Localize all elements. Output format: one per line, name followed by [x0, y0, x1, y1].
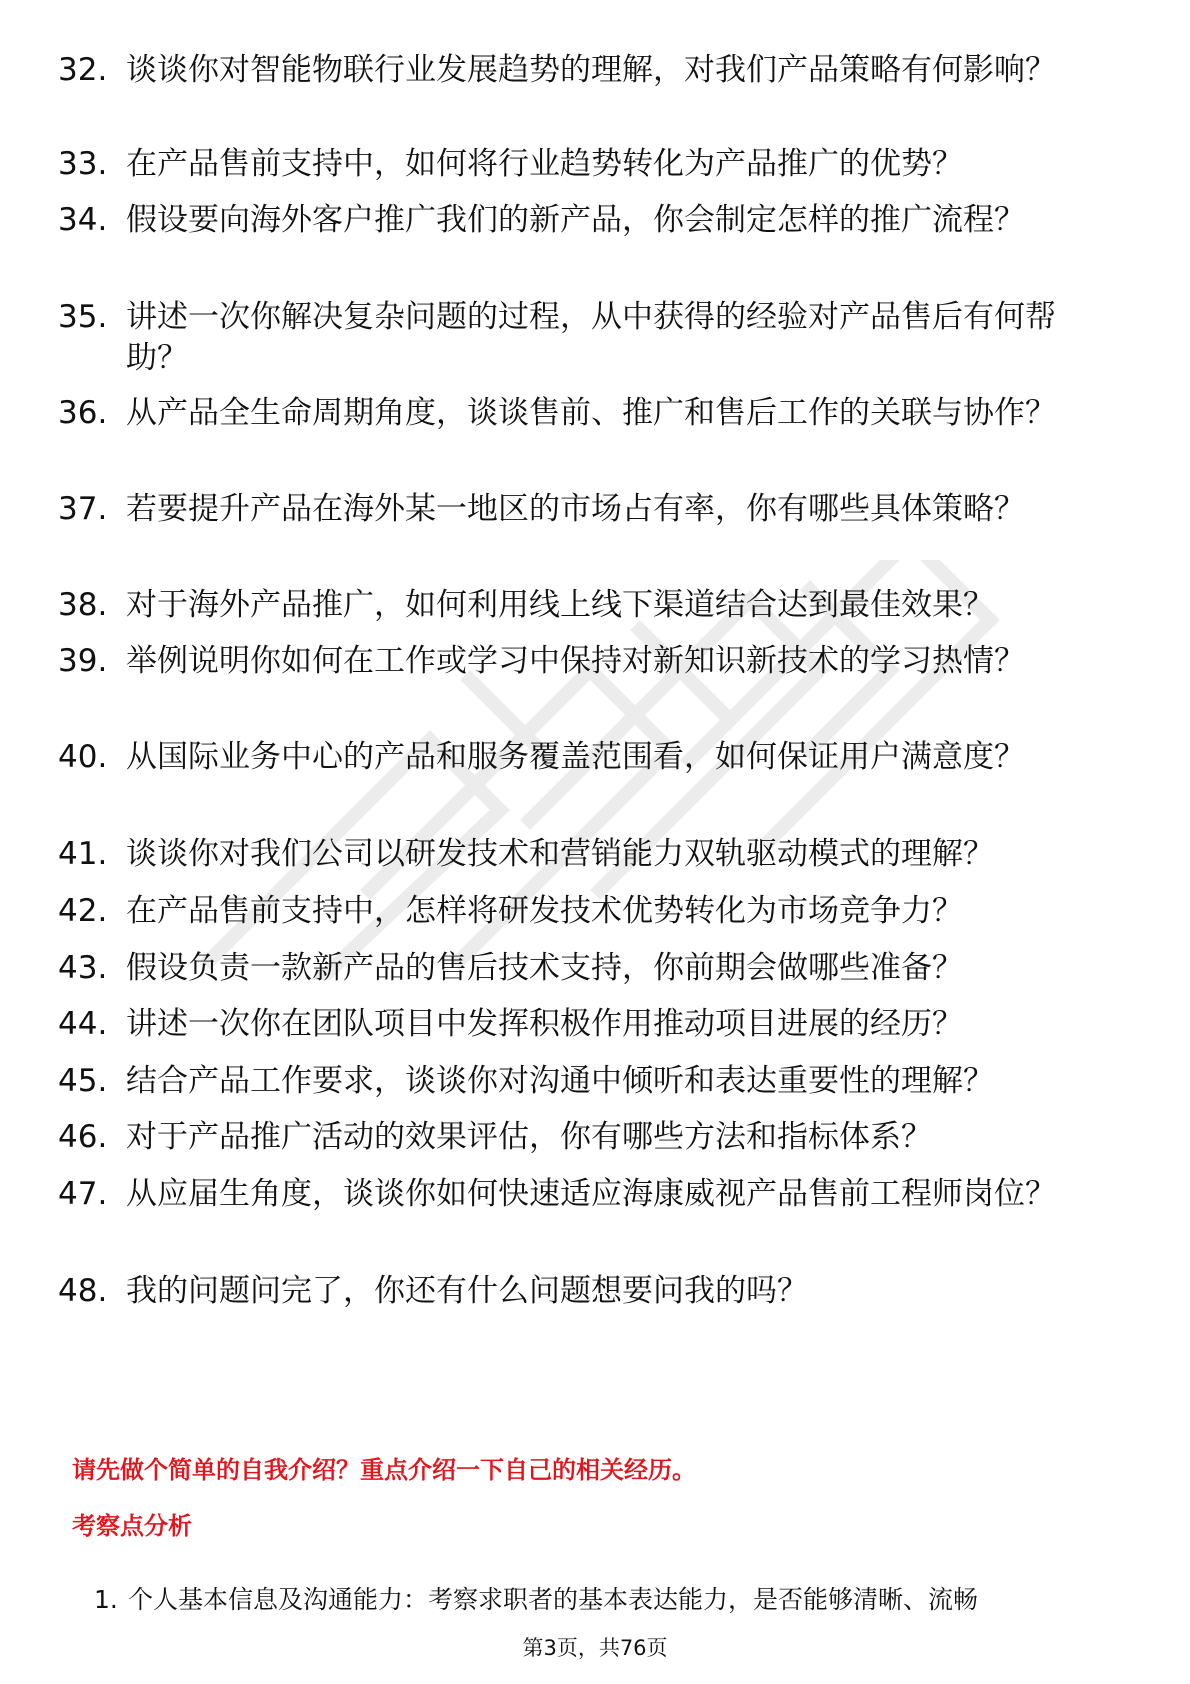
question-text: 对于产品推广活动的效果评估，你有哪些方法和指标体系？ — [126, 1119, 932, 1155]
list-item — [58, 1004, 1118, 1045]
question-text: 若要提升产品在海外某一地区的市场占有率，你有哪些具体策略？ — [126, 491, 1025, 527]
question-text: 在产品售前支持中，怎样将研发技术优势转化为市场竞争力？ — [126, 893, 963, 929]
question-number: 45. — [58, 1063, 108, 1099]
list-item — [58, 737, 1118, 778]
list-item — [58, 891, 1118, 932]
question-text: 谈谈你对我们公司以研发技术和营销能力双轨驱动模式的理解？ — [126, 836, 994, 872]
list-item — [58, 393, 1118, 434]
question-number: 42. — [58, 893, 108, 929]
page-footer: 第3页，共76页 — [522, 1636, 668, 1660]
list-item — [58, 1271, 1118, 1312]
question-text: 从应届生角度，谈谈你如何快速适应海康威视产品售前工程师岗位？ — [126, 1176, 1056, 1212]
list-item — [58, 297, 1118, 379]
list-item — [58, 1061, 1118, 1102]
list-item — [58, 948, 1118, 989]
question-number: 34. — [58, 202, 108, 238]
question-number: 36. — [58, 395, 108, 431]
list-item — [58, 1174, 1118, 1215]
question-text: 从国际业务中心的产品和服务覆盖范围看，如何保证用户满意度？ — [126, 739, 1025, 775]
analysis-text: 个人基本信息及沟通能力：考察求职者的基本表达能力，是否能够清晰、流畅 — [128, 1585, 979, 1614]
list-item — [58, 50, 1118, 91]
question-number: 41. — [58, 836, 108, 872]
question-text: 假设要向海外客户推广我们的新产品，你会制定怎样的推广流程？ — [126, 202, 1025, 238]
question-text: 讲述一次你解决复杂问题的过程，从中获得的经验对产品售后有何帮助？ — [126, 299, 1056, 376]
list-item — [58, 200, 1118, 241]
list-item — [58, 641, 1118, 682]
question-text: 我的问题问完了，你还有什么问题想要问我的吗？ — [126, 1273, 808, 1309]
list-item — [58, 489, 1118, 530]
list-item — [58, 1117, 1118, 1158]
question-number: 40. — [58, 739, 108, 775]
question-text: 举例说明你如何在工作或学习中保持对新知识新技术的学习热情？ — [126, 643, 1025, 679]
question-number: 44. — [58, 1006, 108, 1042]
analysis-list-item — [94, 1583, 1154, 1617]
question-number: 33. — [58, 146, 108, 182]
question-number: 37. — [58, 491, 108, 527]
question-number: 39. — [58, 643, 108, 679]
analysis-number: 1. — [94, 1585, 118, 1614]
intro-question-heading: 请先做个简单的自我介绍？重点介绍一下自己的相关经历。 — [72, 1456, 696, 1484]
question-text: 结合产品工作要求，谈谈你对沟通中倾听和表达重要性的理解？ — [126, 1063, 994, 1099]
question-text: 讲述一次你在团队项目中发挥积极作用推动项目进展的经历？ — [126, 1006, 963, 1042]
question-number: 38. — [58, 587, 108, 623]
question-number: 35. — [58, 299, 108, 335]
question-text: 在产品售前支持中，如何将行业趋势转化为产品推广的优势？ — [126, 146, 963, 182]
question-text: 谈谈你对智能物联行业发展趋势的理解，对我们产品策略有何影响？ — [126, 52, 1056, 88]
list-item — [58, 834, 1118, 875]
question-text: 从产品全生命周期角度，谈谈售前、推广和售后工作的关联与协作？ — [126, 395, 1056, 431]
question-number: 32. — [58, 52, 108, 88]
question-number: 43. — [58, 950, 108, 986]
question-text: 对于海外产品推广，如何利用线上线下渠道结合达到最佳效果？ — [126, 587, 994, 623]
question-text: 假设负责一款新产品的售后技术支持，你前期会做哪些准备？ — [126, 950, 963, 986]
question-number: 46. — [58, 1119, 108, 1155]
list-item — [58, 585, 1118, 626]
question-number: 47. — [58, 1176, 108, 1212]
analysis-heading: 考察点分析 — [72, 1512, 192, 1540]
question-number: 48. — [58, 1273, 108, 1309]
list-item — [58, 144, 1118, 185]
